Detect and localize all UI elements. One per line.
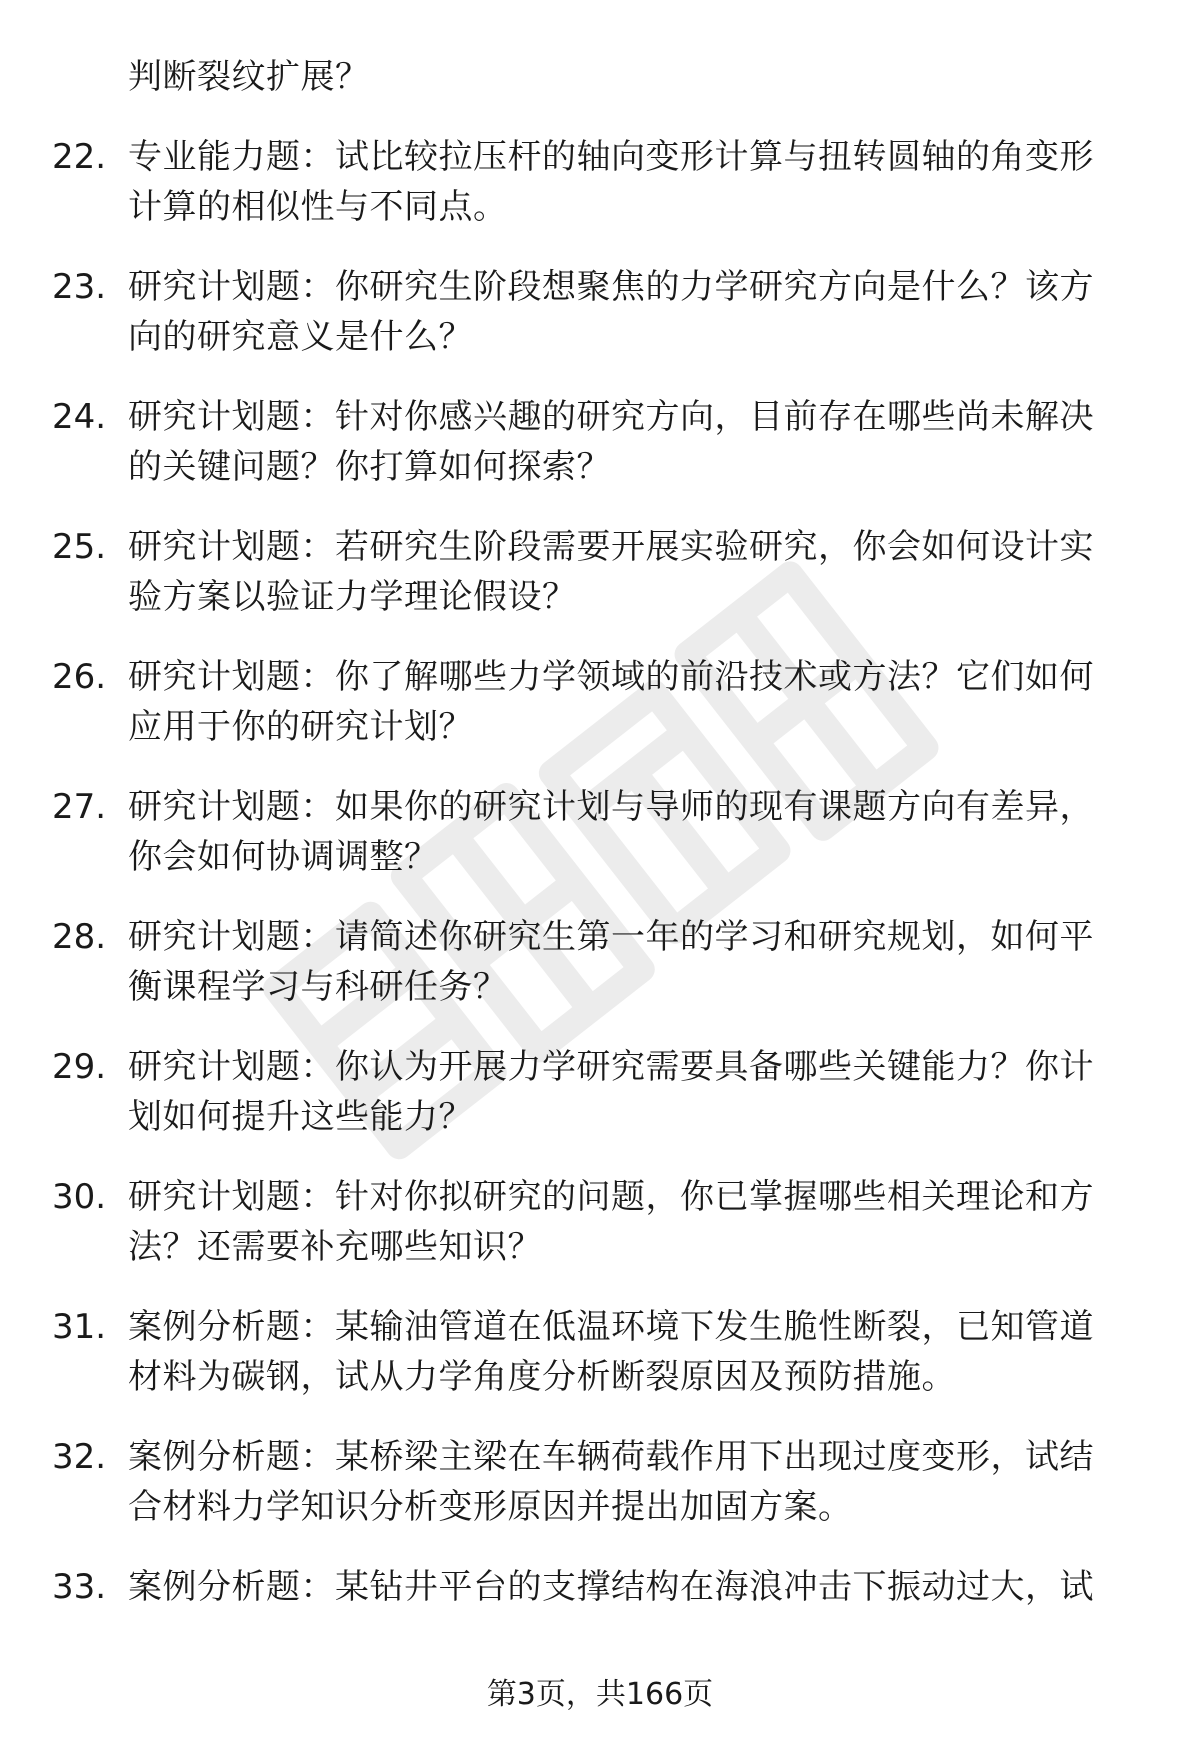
list-item [52,652,1152,752]
question-number: 22. [52,137,107,177]
question-text: 研究计划题：你认为开展力学研究需要具备哪些关键能力？你计划如何提升这些能力？ [128,1047,1094,1137]
question-text: 研究计划题：你研究生阶段想聚焦的力学研究方向是什么？该方向的研究意义是什么？ [128,267,1094,357]
question-text: 研究计划题：请简述你研究生第一年的学习和研究规划，如何平衡课程学习与科研任务？ [128,917,1094,1007]
list-item [52,392,1152,492]
question-text: 研究计划题：你了解哪些力学领域的前沿技术或方法？它们如何应用于你的研究计划？ [128,657,1094,747]
question-text: 案例分析题：某桥梁主梁在车辆荷载作用下出现过度变形，试结合材料力学知识分析变形原因并提出加固方案。 [128,1437,1094,1527]
question-number: 23. [52,267,107,307]
question-number: 26. [52,657,107,697]
question-number: 28. [52,917,107,957]
question-text: 专业能力题：试比较拉压杆的轴向变形计算与扭转圆轴的角变形计算的相似性与不同点。 [128,137,1094,227]
question-text: 研究计划题：若研究生阶段需要开展实验研究，你会如何设计实验方案以验证力学理论假设？ [128,527,1094,617]
page-number-footer: 第3页，共166页 [486,1677,714,1712]
question-text: 研究计划题：针对你拟研究的问题，你已掌握哪些相关理论和方法？还需要补充哪些知识？ [128,1177,1094,1267]
continuation-text: 判断裂纹扩展？ [128,57,370,97]
question-text: 案例分析题：某输油管道在低温环境下发生脆性断裂，已知管道材料为碳钢，试从力学角度分析断裂原因及预防措施。 [128,1307,1094,1397]
list-item [52,132,1152,232]
list-item [52,1042,1152,1142]
question-text: 研究计划题：针对你感兴趣的研究方向，目前存在哪些尚未解决的关键问题？你打算如何探索？ [128,397,1094,487]
list-item [52,522,1152,622]
question-number: 24. [52,397,107,437]
question-number: 25. [52,527,107,567]
question-number: 29. [52,1047,107,1087]
question-list [52,52,1152,1642]
question-text: 案例分析题：某钻井平台的支撑结构在海浪冲击下振动过大，试 [128,1567,1094,1607]
list-item [52,1172,1152,1272]
list-item [52,1432,1152,1532]
list-item [52,1562,1152,1612]
list-item [52,1302,1152,1402]
list-item [52,912,1152,1012]
question-number: 30. [52,1177,107,1217]
question-number: 31. [52,1307,107,1347]
list-item [52,782,1152,882]
question-number: 32. [52,1437,107,1477]
question-text: 研究计划题：如果你的研究计划与导师的现有课题方向有差异，你会如何协调调整？ [128,787,1094,877]
question-number: 33. [52,1567,107,1607]
list-item [52,262,1152,362]
question-number: 27. [52,787,107,827]
